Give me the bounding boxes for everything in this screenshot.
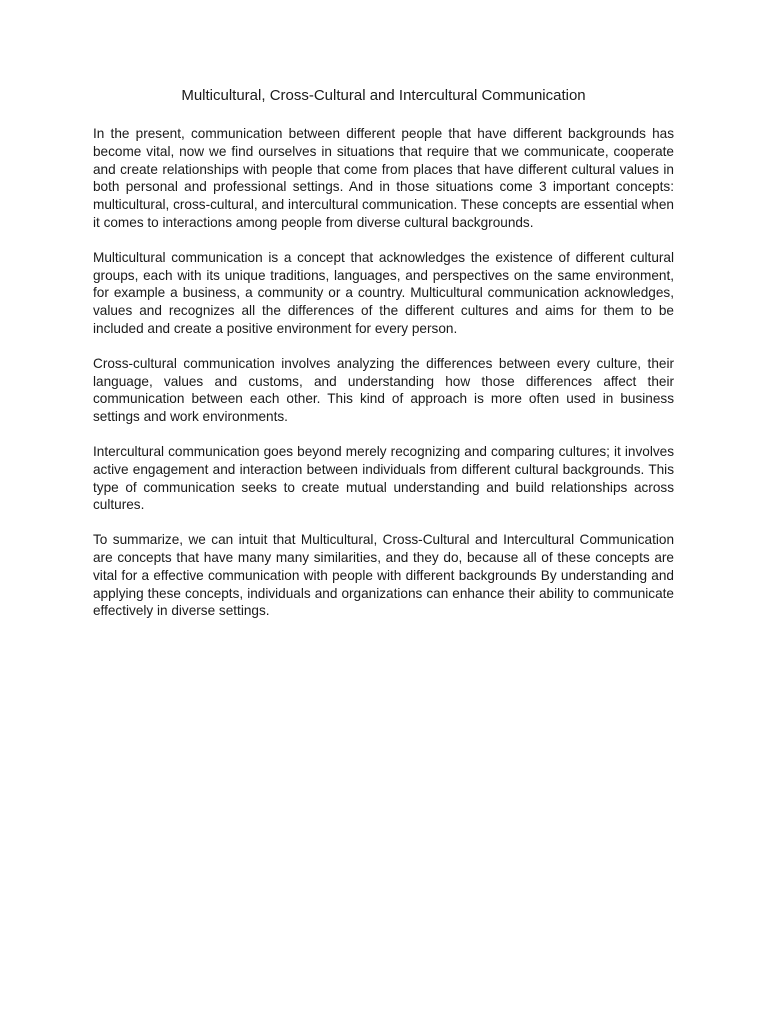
paragraph-summary: To summarize, we can intuit that Multicultural, Cross-Cultural and Intercultural Communication are concepts that have many many similarities, and they do, because all of these concepts are vital for a effective communication with people with different backgrounds By understanding and applying these concepts, individuals and organizations can enhance their ability to communicate effectively in diverse settings.: [93, 532, 674, 619]
paragraph-multicultural: Multicultural communication is a concept that acknowledges the existence of different cultural groups, each with its unique traditions, languages, and perspectives on the same environment, for example a business, a community or a country. Multicultural communication acknowledges, values and recognizes all the differences of the different cultures and aims for them to be included and create a positive environment for every person.: [93, 249, 674, 336]
document-title: Multicultural, Cross-Cultural and Intercultural Communication: [181, 87, 586, 104]
paragraph-introduction: In the present, communication between different people that have different backgrounds has become vital, now we find ourselves in situations that require that we communicate, cooperate and create relationships with people that come from places that have different cultural values in both personal and professional settings. And in those situations come 3 important concepts: multicultural, cross-cultural, and intercultural communication. These concepts are essential when it comes to interactions among people from diverse cultural backgrounds.: [93, 126, 674, 230]
paragraph-intercultural: Intercultural communication goes beyond merely recognizing and comparing cultures; it involves active engagement and interaction between individuals from different cultural backgrounds. This type of communication seeks to create mutual understanding and build relationships across cultures.: [93, 443, 674, 513]
paragraph-cross-cultural: Cross-cultural communication involves analyzing the differences between every culture, their language, values and customs, and understanding how those differences affect their communication between each other. This kind of approach is more often used in business settings and work environments.: [93, 355, 674, 425]
document-body: [93, 86, 674, 637]
